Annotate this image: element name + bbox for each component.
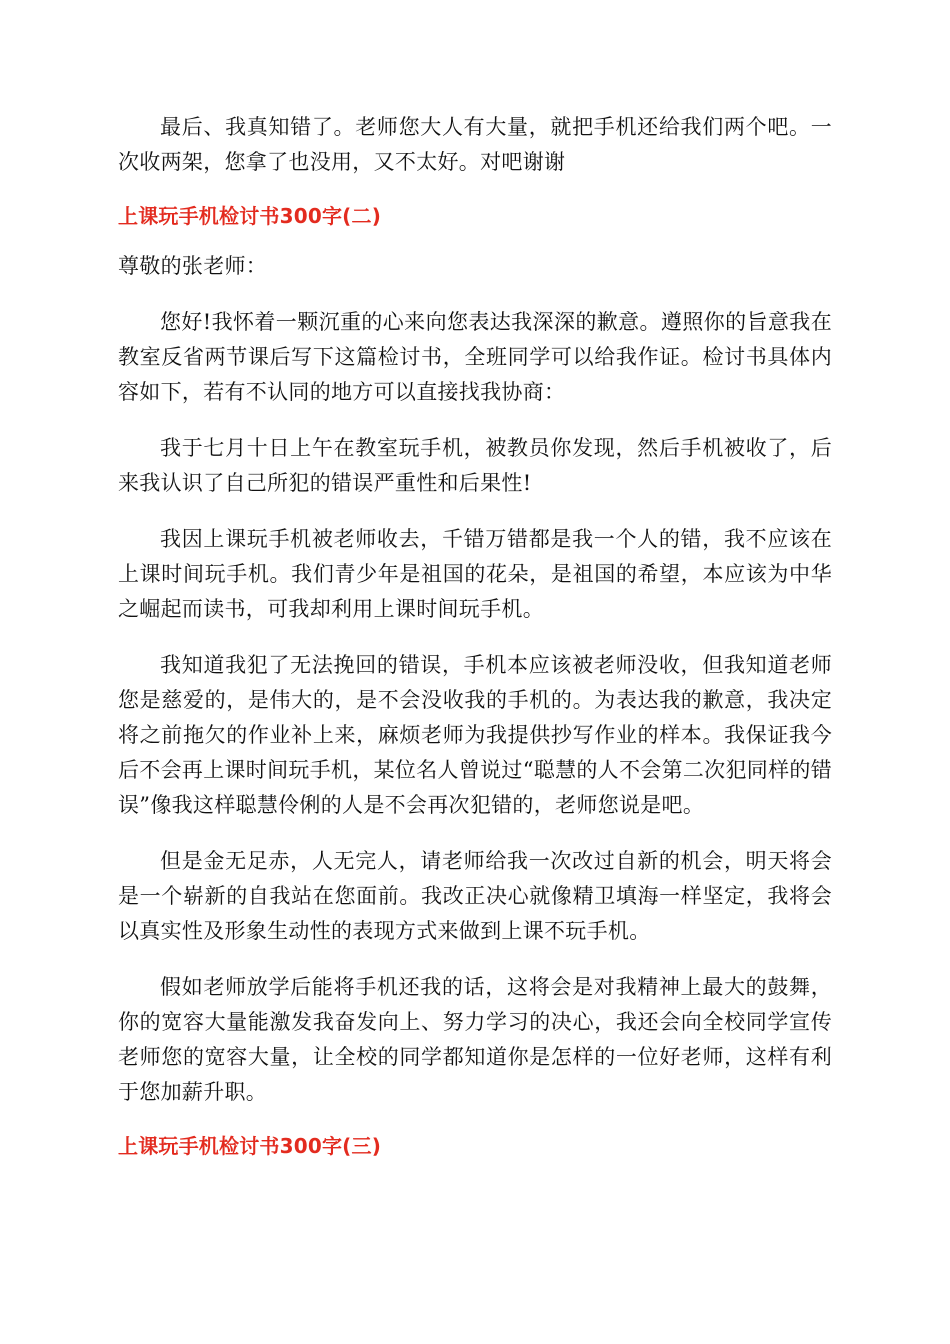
body-paragraph-2: 我于七月十日上午在教室玩手机，被教员你发现，然后手机被收了，后来我认识了自己所犯的错误严重性和后果性!: [118, 436, 832, 495]
body-paragraph-1: 您好!我怀着一颗沉重的心来向您表达我深深的歉意。遵照你的旨意我在教室反省两节课后写下这篇检讨书，全班同学可以给我作证。检讨书具体内容如下，若有不认同的地方可以直接找我协商：: [118, 310, 832, 404]
body-paragraph-5: 但是金无足赤，人无完人，请老师给我一次改过自新的机会，明天将会是一个崭新的自我站在您面前。我改正决心就像精卫填海一样坚定，我将会以真实性及形象生动性的表现方式来做到上课不玩手机。: [118, 849, 832, 943]
body-paragraph-6: 假如老师放学后能将手机还我的话，这将会是对我精神上最大的鼓舞，你的宽容大量能激发我奋发向上、努力学习的决心，我还会向全校同学宣传老师您的宽容大量，让全校的同学都知道你是怎样的一位好老师，这样有利于您加薪升职。: [118, 975, 832, 1104]
body-paragraph-3: 我因上课玩手机被老师收去，千错万错都是我一个人的错，我不应该在上课时间玩手机。我们青少年是祖国的花朵，是祖国的希望，本应该为中华之崛起而读书，可我却利用上课时间玩手机。: [118, 527, 832, 621]
salutation: 尊敬的张老师：: [118, 254, 268, 278]
section-heading-3: 上课玩手机检讨书300字(三): [118, 1134, 382, 1158]
closing-paragraph: 最后、我真知错了。老师您大人有大量，就把手机还给我们两个吧。一次收两架，您拿了也没用，又不太好。对吧谢谢: [118, 115, 832, 174]
body-paragraph-4: 我知道我犯了无法挽回的错误，手机本应该被老师没收，但我知道老师您是慈爱的，是伟大的，是不会没收我的手机的。为表达我的歉意，我决定将之前拖欠的作业补上来，麻烦老师为我提供抄写作业的样本。我保证我今后不会再上课时间玩手机，某位名人曾说过“聪慧的人不会第二次犯同样的错误”像我这样聪慧伶俐的人是不会再次犯错的，老师您说是吧。: [118, 653, 832, 817]
document-body: [118, 110, 832, 1179]
section-heading-2: 上课玩手机检讨书300字(二): [118, 204, 382, 228]
